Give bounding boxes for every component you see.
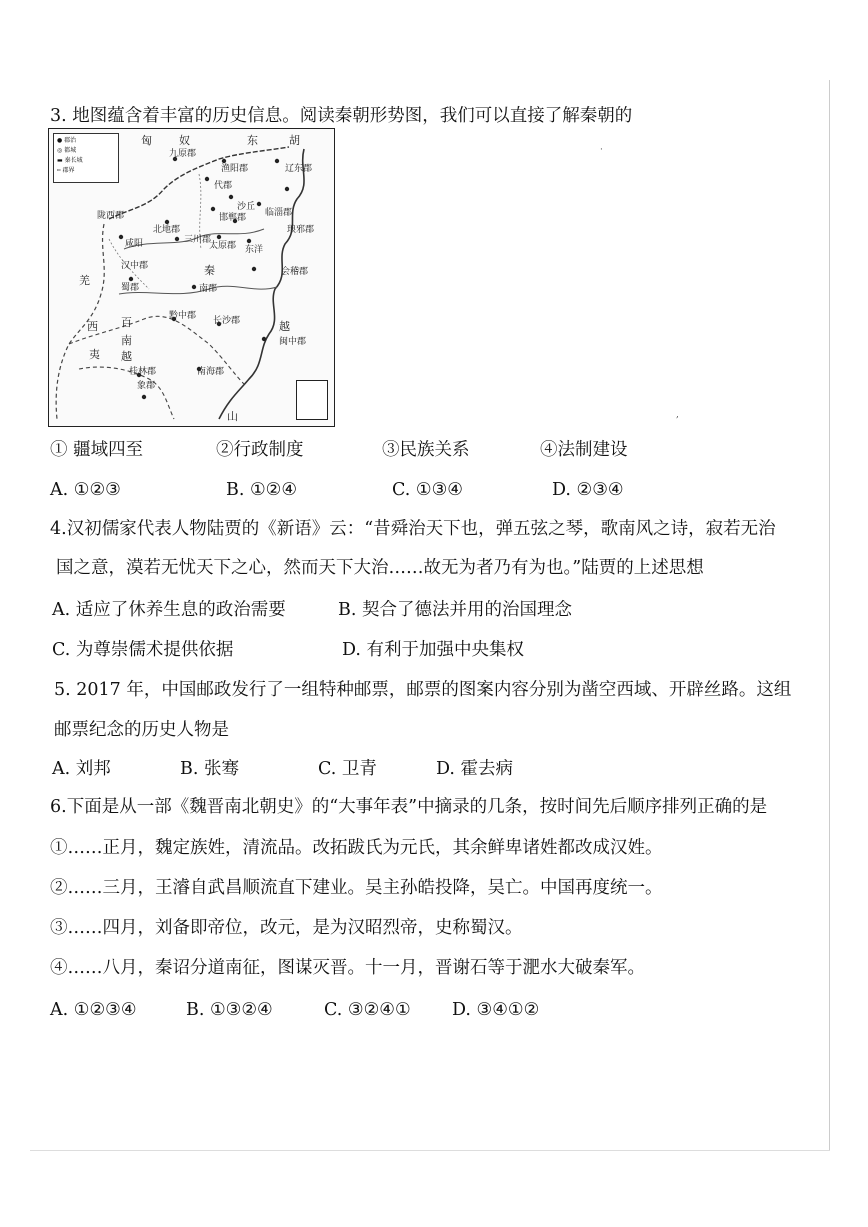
q5-option-b[interactable]: B. 张骞 xyxy=(180,759,239,779)
map-label: 沙丘 xyxy=(237,202,256,212)
map-label: 西 xyxy=(87,320,98,333)
map-label: 邯郸郡 xyxy=(219,213,247,223)
map-label: 渔阳郡 xyxy=(221,164,249,174)
q3-item-2: ②行政制度 xyxy=(216,440,304,460)
legend-item: ┅ 郡界 xyxy=(57,167,75,174)
q6-item-2: ②……三月，王濬自武昌顺流直下建业。吴主孙皓投降，吴亡。中国再度统一。 xyxy=(50,878,663,898)
map-label: 越 xyxy=(279,320,290,333)
map-label: 黔中郡 xyxy=(169,311,197,321)
map-label: 咸阳 xyxy=(125,239,144,249)
q4-option-a[interactable]: A. 适应了休养生息的政治需要 xyxy=(52,600,286,620)
scan-speck: · xyxy=(600,145,603,155)
q3-item-3: ③民族关系 xyxy=(382,440,470,460)
page-right-border xyxy=(829,80,830,1150)
map-label: 越 xyxy=(121,350,132,363)
map-label: 代郡 xyxy=(214,181,233,191)
map-label: 南 xyxy=(121,334,132,347)
q4-option-b[interactable]: B. 契合了德法并用的治国理念 xyxy=(338,600,572,620)
map-label: 百 xyxy=(121,316,132,329)
q6-stem: 6.下面是从一部《魏晋南北朝史》的“大事年表”中摘录的几条，按时间先后顺序排列正确的是 xyxy=(50,797,768,817)
q4-stem-line-1: 4.汉初儒家代表人物陆贾的《新语》云：“昔舜治天下也，弹五弦之琴，歌南风之诗，寂若无治 xyxy=(50,519,776,539)
q4-option-d[interactable]: D. 有利于加强中央集权 xyxy=(342,640,525,660)
map-inset-box xyxy=(296,380,328,420)
qin-dynasty-map xyxy=(48,128,335,427)
q6-item-3: ③……四月，刘备即帝位，改元，是为汉昭烈帝，史称蜀汉。 xyxy=(50,918,523,938)
q3-stem: 3. 地图蕴含着丰富的历史信息。阅读秦朝形势图，我们可以直接了解秦朝的 xyxy=(50,106,633,126)
q5-option-d[interactable]: D. 霍去病 xyxy=(436,759,514,779)
map-label: 奴 xyxy=(179,134,190,147)
q6-item-4: ④……八月，秦诏分道南征，图谋灭晋。十一月，晋谢石等于淝水大破秦军。 xyxy=(50,958,645,978)
map-label: 东 xyxy=(247,134,258,147)
q4-option-c[interactable]: C. 为尊崇儒术提供依据 xyxy=(52,640,234,660)
q3-item-1: ① 疆域四至 xyxy=(50,440,144,460)
map-label: 三川郡 xyxy=(184,235,212,245)
map-label: 南郡 xyxy=(199,284,218,294)
map-label: 秦 xyxy=(204,264,215,277)
map-label: 太原郡 xyxy=(209,241,237,251)
q6-option-b[interactable]: B. ①③②④ xyxy=(186,1000,273,1020)
q6-item-1: ①……正月，魏定族姓，清流品。改拓跋氏为元氏，其余鲜卑诸姓都改成汉姓。 xyxy=(50,838,663,858)
map-label: 北地郡 xyxy=(153,225,181,235)
q3-option-d[interactable]: D. ②③④ xyxy=(552,480,624,500)
map-label: 闽中郡 xyxy=(279,337,307,347)
map-label: 长沙郡 xyxy=(213,316,241,326)
q3-option-b[interactable]: B. ①②④ xyxy=(226,480,298,500)
legend-item: ◎ 都城 xyxy=(57,147,77,154)
scan-speck: , xyxy=(676,410,679,420)
q3-option-c[interactable]: C. ①③④ xyxy=(392,480,463,500)
map-label: 桂林郡 xyxy=(129,367,157,377)
q5-stem-line-1: 5. 2017 年，中国邮政发行了一组特种邮票，邮票的图案内容分别为凿空西域、开辟丝路。这组 xyxy=(54,680,792,700)
map-label: 羌 xyxy=(79,274,90,287)
map-label: 象郡 xyxy=(137,381,156,391)
legend-item: ▬ 秦长城 xyxy=(57,157,83,164)
map-label: 胡 xyxy=(289,134,300,147)
q4-stem-line-2: 国之意，漠若无忧天下之心，然而天下大治……故无为者乃有为也。”陆贾的上述思想 xyxy=(56,558,704,578)
q5-option-a[interactable]: A. 刘邦 xyxy=(52,759,111,779)
map-label: 临淄郡 xyxy=(265,208,293,218)
q6-option-d[interactable]: D. ③④①② xyxy=(452,1000,540,1020)
legend-item: ● 郡治 xyxy=(57,137,77,144)
map-label: 匈 xyxy=(141,134,152,147)
map-label: 南海郡 xyxy=(197,367,225,377)
map-label: 夷 xyxy=(89,348,100,361)
map-label: 山 xyxy=(227,410,238,423)
map-label: 陇西郡 xyxy=(97,211,125,221)
q5-stem-line-2: 邮票纪念的历史人物是 xyxy=(54,720,229,740)
page-bottom-border xyxy=(30,1150,830,1151)
q3-item-4: ④法制建设 xyxy=(540,440,628,460)
map-label: 琅邪郡 xyxy=(287,225,315,235)
map-label: 汉中郡 xyxy=(121,261,149,271)
map-legend xyxy=(53,133,119,183)
map-label: 东洋 xyxy=(245,245,264,255)
q6-option-c[interactable]: C. ③②④① xyxy=(324,1000,411,1020)
map-label: 辽东郡 xyxy=(285,164,313,174)
q5-option-c[interactable]: C. 卫青 xyxy=(318,759,377,779)
map-label: 蜀郡 xyxy=(121,283,140,293)
map-label: 九原郡 xyxy=(169,149,197,159)
q3-option-a[interactable]: A. ①②③ xyxy=(50,480,121,500)
map-label: 会稽郡 xyxy=(281,267,309,277)
q6-option-a[interactable]: A. ①②③④ xyxy=(50,1000,137,1020)
